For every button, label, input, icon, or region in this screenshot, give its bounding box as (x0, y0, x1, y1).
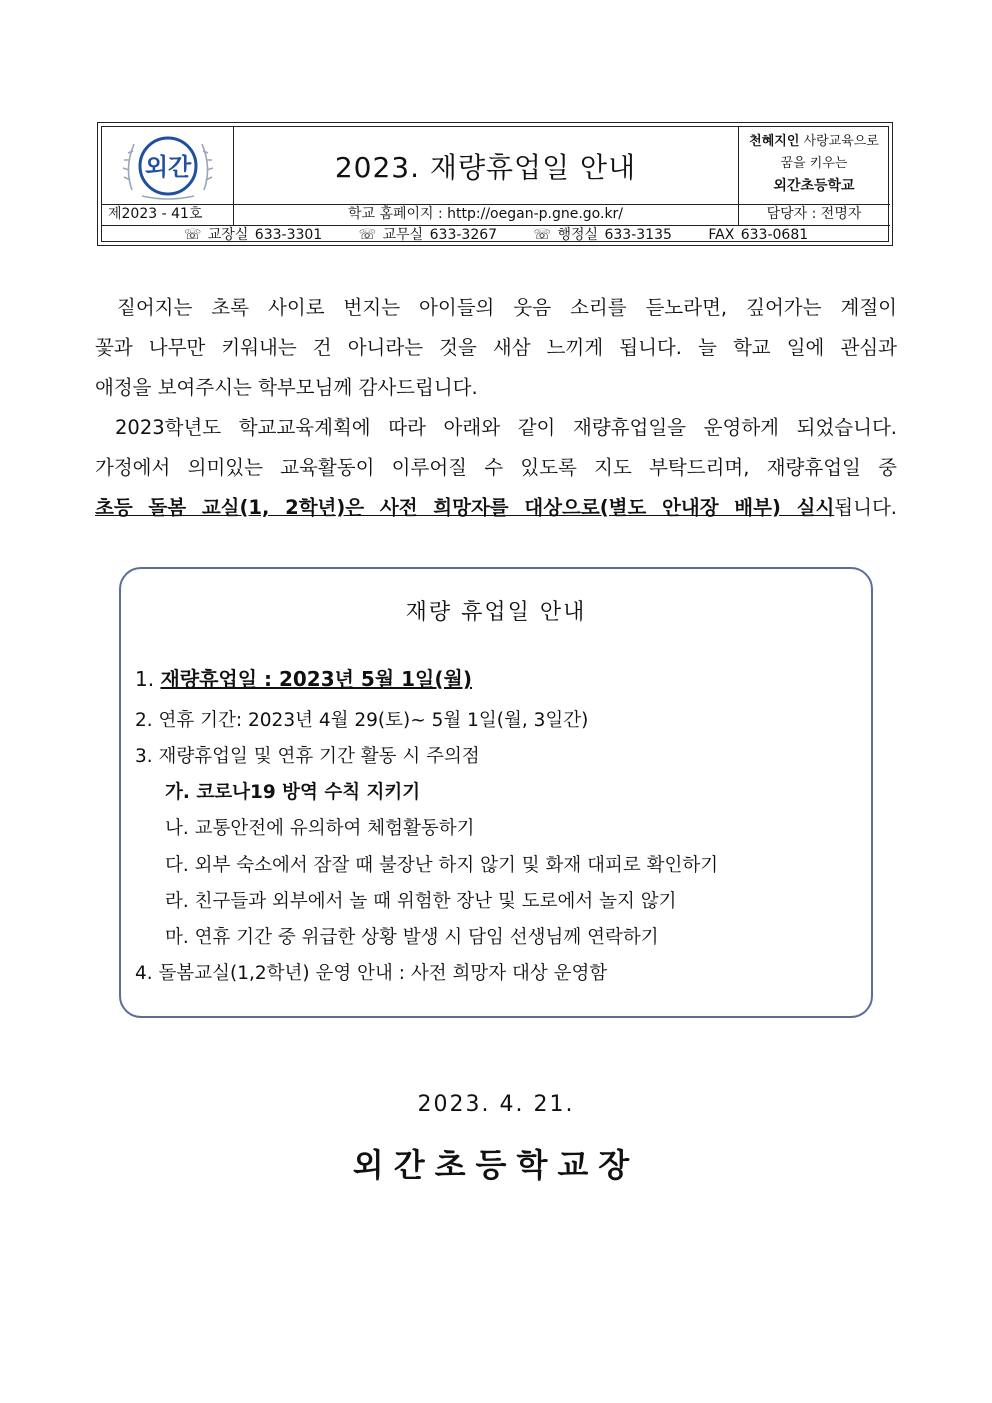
notice-item-1-text: 재량휴업일 : 2023년 5월 1일(월) (160, 667, 472, 691)
manager-name: 담당자 : 전명자 (766, 206, 862, 222)
notice-sub-ga: 가. 코로나19 방역 수칙 지키기 (165, 782, 421, 803)
issue-date: 2023. 4. 21. (417, 1092, 575, 1117)
contact-fax: FAX 633-0681 (708, 227, 809, 243)
letterhead-inner (101, 126, 889, 242)
motto-line1: 사랑교육으로 (799, 134, 879, 149)
contact-admin-office: ☏ 행정실 633-3135 (533, 227, 672, 243)
notice-sub-da: 다. 외부 숙소에서 잠잘 때 불장난 하지 않기 및 화재 대피로 확인하기 (165, 855, 719, 876)
intro-p1-line3: 애정을 보여주시는 학부모님께 감사드립니다. (95, 376, 478, 399)
contact-teachers-office: ☏ 교무실 633-3267 (358, 227, 498, 243)
notice-item-4: 4. 돌봄교실(1,2학년) 운영 안내 : 사전 희망자 대상 운영함 (135, 963, 608, 984)
logo-text: 외간 (144, 152, 191, 181)
intro-p2-line2: 가정에서 의미있는 교육활동이 이루어질 수 있도록 지도 부탁드리며, 재량휴업일 중 (95, 456, 897, 479)
contact-row (102, 225, 890, 245)
motto-school-name: 외간초등학교 (773, 178, 855, 194)
intro-p2-line1: 2023학년도 학교교육계획에 따라 아래와 같이 재량휴업일을 운영하게 되었습니다. (115, 416, 897, 439)
document-number: 제2023 - 41호 (108, 206, 203, 222)
notice-item-2: 2. 연휴 기간: 2023년 4월 29(토)~ 5월 1일(월, 3일간) (135, 710, 589, 731)
intro-text (95, 288, 897, 528)
notice-item-1-number: 1. (135, 667, 161, 691)
notice-item-1 (135, 663, 472, 692)
motto-line2: 꿈을 키우는 (780, 156, 848, 171)
intro-emphasis: 초등 돌봄 교실(1, 2학년)은 사전 희망자를 대상으로(별도 안내장 배부) 실시 (95, 496, 835, 519)
principal-signature: 외간초등학교장 (352, 1146, 640, 1184)
intro-p1-line1: 짙어지는 초록 사이로 번지는 아이들의 웃음 소리를 듣노라면, 깊어가는 계절이 (117, 296, 897, 319)
intro-p2-line3-rest: 됩니다. (834, 496, 897, 519)
notice-sub-ma: 마. 연휴 기간 중 위급한 상황 발생 시 담임 선생님께 연락하기 (165, 927, 659, 948)
school-emblem-icon (122, 130, 214, 202)
notice-item-3: 3. 재량휴업일 및 연휴 기간 활동 시 주의점 (135, 746, 480, 767)
letterhead (97, 122, 893, 246)
intro-p1-line2: 꽃과 나무만 키워내는 건 아니라는 것을 새삼 느끼게 됩니다. 늘 학교 일에 관심과 (95, 336, 897, 359)
school-homepage: 학교 홈페이지 : http://oegan-p.gne.go.kr/ (347, 206, 624, 222)
notice-title: 재량 휴업일 안내 (405, 600, 587, 625)
notice-sub-ra: 라. 친구들과 외부에서 놀 때 위험한 장난 및 도로에서 놀지 않기 (165, 891, 677, 912)
contact-principal-office: ☏ 교장실 633-3301 (183, 227, 323, 243)
intro-p2-line3 (95, 488, 897, 528)
school-motto (738, 127, 890, 204)
school-logo (102, 127, 233, 204)
notice-box (119, 567, 873, 1018)
document-title: 2023. 재량휴업일 안내 (334, 150, 637, 184)
notice-sub-na: 나. 교통안전에 유의하여 체험활동하기 (165, 818, 475, 839)
motto-bold: 천혜지인 (749, 134, 800, 149)
